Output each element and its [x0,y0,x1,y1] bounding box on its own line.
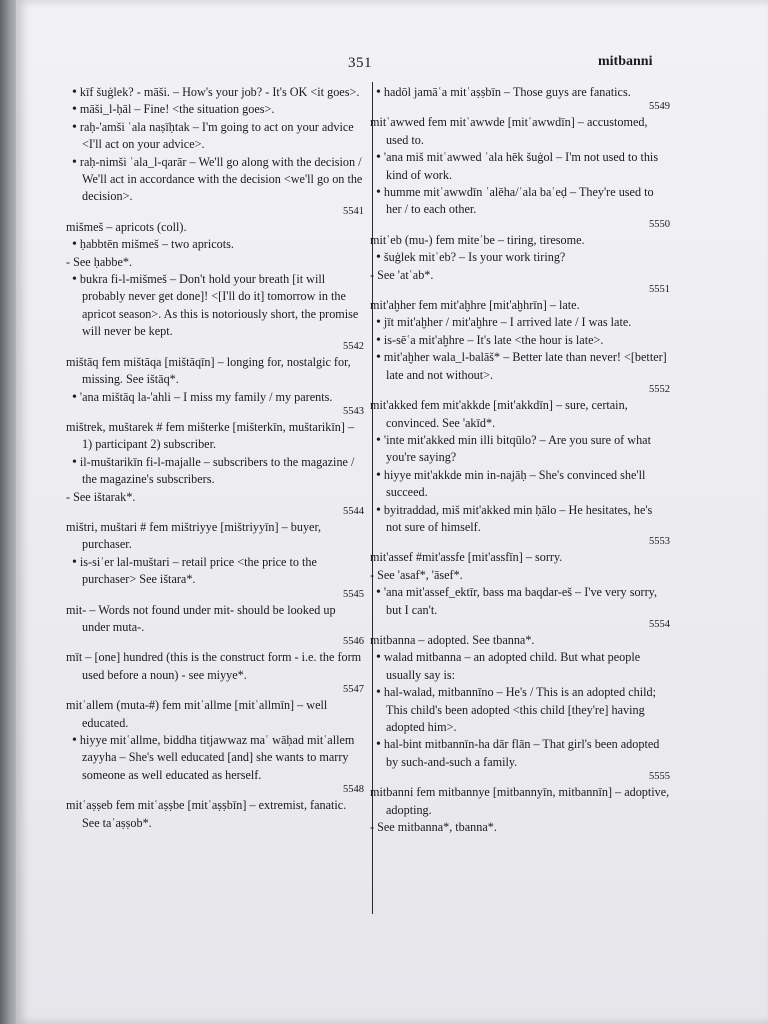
cross-reference: - See ḥabbe*. [66,254,132,269]
headword: mištrek, muštarek # fem mišterke [mišterkīn, muštarikīn] – 1) participant 2) subscriber. [66,419,355,452]
entry-number: 5549 [649,101,670,113]
entry-number: 5553 [649,536,670,548]
entry-number: 5543 [343,405,364,417]
entry-line: • raḥ-nimši ʿala_l-qarār – We'll go along with the decision / We'll act in accordance with the decision <we'll go on the decision>. [66,154,364,206]
entry-line: • humme mitʿawwdīn ʿalēha/ʿala baʿeḍ – They're used to her / to each other. [370,184,670,219]
entry-number: 5547 [343,684,364,696]
entry-number: 5542 [343,340,364,352]
entry-line: • ḥabbtēn mišmeš – two apricots. [66,236,364,253]
entry-number: 5546 [343,636,364,648]
entry-line: • jīt mit'aḫher / mit'aḫhre – I arrived late / I was late. [370,314,670,331]
entry-line: • hal-walad, mitbannīno – He's / This is an adopted child; This child's been adopted <this child [they're] having adopted him>. [370,684,670,736]
headword: mitbanni fem mitbannye [mitbannyīn, mitbannīn] – adoptive, adopting. [370,785,670,817]
entry-line: • bukra fi-l-mišmeš – Don't hold your breath [it will probably never get done]! <[I'll do it] tomorrow in the apricot season>. As this is notoriously short, the promise will never be kept. [66,271,364,341]
cross-reference: - See 'atʿab*. [370,267,434,282]
entry-line: • is-sēʿa mit'aḫhre – It's late <the hour is late>. [370,332,670,349]
entry-line: • hal-bint mitbannīn-ha dār flān – That girl's been adopted by such-and-such a family. [370,736,670,771]
entry-number: 5552 [649,384,670,396]
headword: mit'akked fem mit'akkde [mit'akkdīn] – sure, certain, convinced. See 'akīd*. [370,398,628,430]
right-column [370,84,670,836]
headword: mīt – [one] hundred (this is the construct form - i.e. the form used before a noun) - see miyye*. [66,650,362,682]
entry-line: • 'ana mit'assef_ektīr, bass ma baqdar-eš – I've very sorry, but I can't. [370,584,670,619]
left-column [66,84,364,832]
entry-line: • il-muštarikīn fi-l-majalle – subscribers to the magazine / the magazine's subscribers. [66,454,364,489]
running-head: mitbanni [598,54,653,69]
entry-line: • 'inte mit'akked min illi bitqūlo? – Are you sure of what you're saying? [370,432,670,467]
entry-line: • kīf šuġlek? - māši. – How's your job? - It's OK <it goes>. [66,84,364,101]
entry-line: • byitraddad, miš mit'akked min ḥālo – He hesitates, he's not sure of himself. [370,502,670,537]
entry-number: 5548 [343,784,364,796]
headword: mit'aḫher fem mit'aḫhre [mit'aḫhrīn] – late. [370,298,580,313]
entry-number: 5554 [649,618,670,630]
entry-line: • 'ana mištāq la-'ahli – I miss my family / my parents. [66,389,364,406]
entry-line: • šuġlek mitʿeb? – Is your work tiring? [370,249,670,266]
cross-reference: - See ištarak*. [66,489,136,504]
entry-number: 5551 [649,284,670,296]
headword: mit- – Words not found under mit- should be looked up under muta-. [66,602,336,634]
headword: mitʿeb (mu-) fem miteʿbe – tiring, tiresome. [370,232,585,247]
entry-line: • walad mitbanna – an adopted child. But what people usually say is: [370,649,670,684]
headword: mitʿawwed fem mitʿawwde [mitʿawwdīn] – accustomed, used to. [370,115,648,147]
entry-number: 5550 [649,218,670,230]
headword: mištāq fem mištāqa [mištāqīn] – longing for, nostalgic for, missing. See ištāq*. [66,354,351,387]
entry-number: 5544 [343,505,364,517]
cross-reference: - See mitbanna*, tbanna*. [370,820,497,835]
entry-line: • hiyye mit'akkde min in-najāḥ – She's convinced she'll succeed. [370,467,670,502]
entry-number: 5541 [343,205,364,217]
headword: mištri, muštari # fem mištriyye [mištriyyīn] – buyer, purchaser. [66,519,322,552]
entry-line: • māši_l-ḥāl – Fine! <the situation goes>. [66,101,364,118]
page-number: 351 [348,55,372,71]
entry-number: 5545 [343,588,364,600]
headword: mitʿallem (muta-#) fem mitʿallme [mitʿallmīn] – well educated. [66,698,328,730]
entry-line: • hadōl jamāʿa mitʿaṣṣbīn – Those guys are fanatics. [370,84,670,101]
cross-reference: - See 'asaf*, 'āsef*. [370,567,463,582]
headword: mitbanna – adopted. See tbanna*. [370,632,535,647]
entry-line: • is-siʿer lal-muštari – retail price <the price to the purchaser> See ištara*. [66,554,364,589]
entry-line: • 'ana miš mitʿawwed ʿala hēk šuġol – I'm not used to this kind of work. [370,149,670,184]
headword: mišmeš – apricots (coll). [66,219,187,234]
headword: mitʿaṣṣeb fem mitʿaṣṣbe [mitʿaṣṣbīn] – extremist, fanatic. See taʿaṣṣob*. [66,798,347,830]
dictionary-page [16,0,768,1024]
entry-line: • raḥ-'amši ʿala naṣīḥtak – I'm going to act on your advice <I'll act on your advice>. [66,119,364,154]
headword: mit'assef #mit'assfe [mit'assfīn] – sorry. [370,550,563,565]
entry-line: • hiyye mitʿallme, biddha titjawwaz maʿ wāḥad mitʿallem zayyha – She's well educated [and] she wants to marry someone as well educated as herself. [66,732,364,784]
entry-number: 5555 [649,771,670,783]
entry-line: • mit'aḫher wala_l-balāš* – Better late than never! <[better] late and not without>. [370,349,670,384]
